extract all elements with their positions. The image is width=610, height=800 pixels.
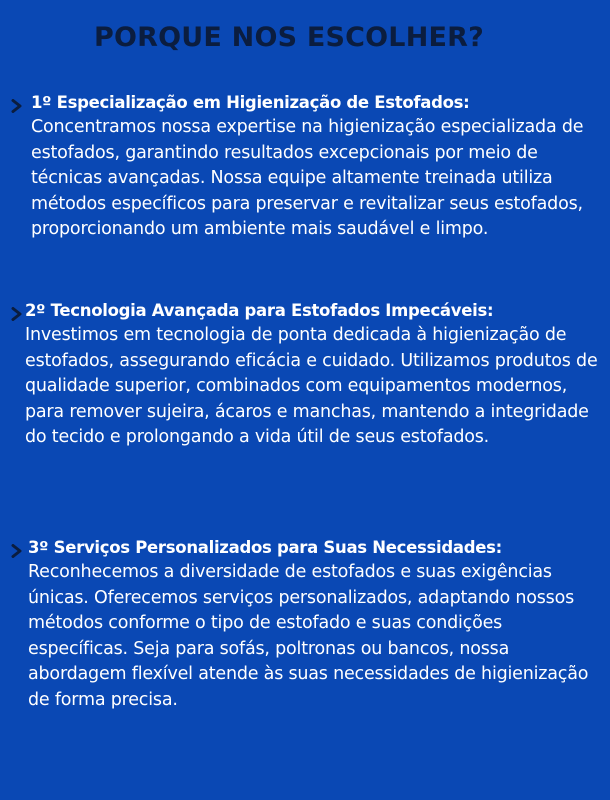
section-body: Investimos em tecnologia de ponta dedicada à higienização de estofados, assegurando eficácia e cuidado. Utilizamos produtos de qualidade superior, combinados com equipamentos modernos, para remover sujeira, ácaros e manchas, mantendo a integridade do tecido e prolongando a vida útil de seus estofados. xyxy=(25,325,598,447)
chevron-right-icon xyxy=(10,99,24,113)
chevron-right-icon xyxy=(10,307,24,321)
section-heading: 3º Serviços Personalizados para Suas Necessidades: xyxy=(28,538,502,557)
section-heading: 2º Tecnologia Avançada para Estofados Impecáveis: xyxy=(25,301,494,320)
section-heading: 1º Especialização em Higienização de Estofados: xyxy=(31,93,470,112)
section-body: Reconhecemos a diversidade de estofados e suas exigências únicas. Oferecemos serviços personalizados, adaptando nossos métodos conforme o tipo de estofado e suas condições específicas. Seja para sofás, poltronas ou bancos, nossa abordagem flexível atende às suas necessidades de higienização de forma precisa. xyxy=(28,562,589,710)
page-title: PORQUE NOS ESCOLHER? xyxy=(94,22,485,53)
chevron-right-icon xyxy=(10,544,24,558)
section-body: Concentramos nossa expertise na higienização especializada de estofados, garantindo resultados excepcionais por meio de técnicas avançadas. Nossa equipe altamente treinada utiliza métodos específicos para preservar e revitalizar seus estofados, proporcionando um ambiente mais saudável e limpo. xyxy=(31,117,584,239)
